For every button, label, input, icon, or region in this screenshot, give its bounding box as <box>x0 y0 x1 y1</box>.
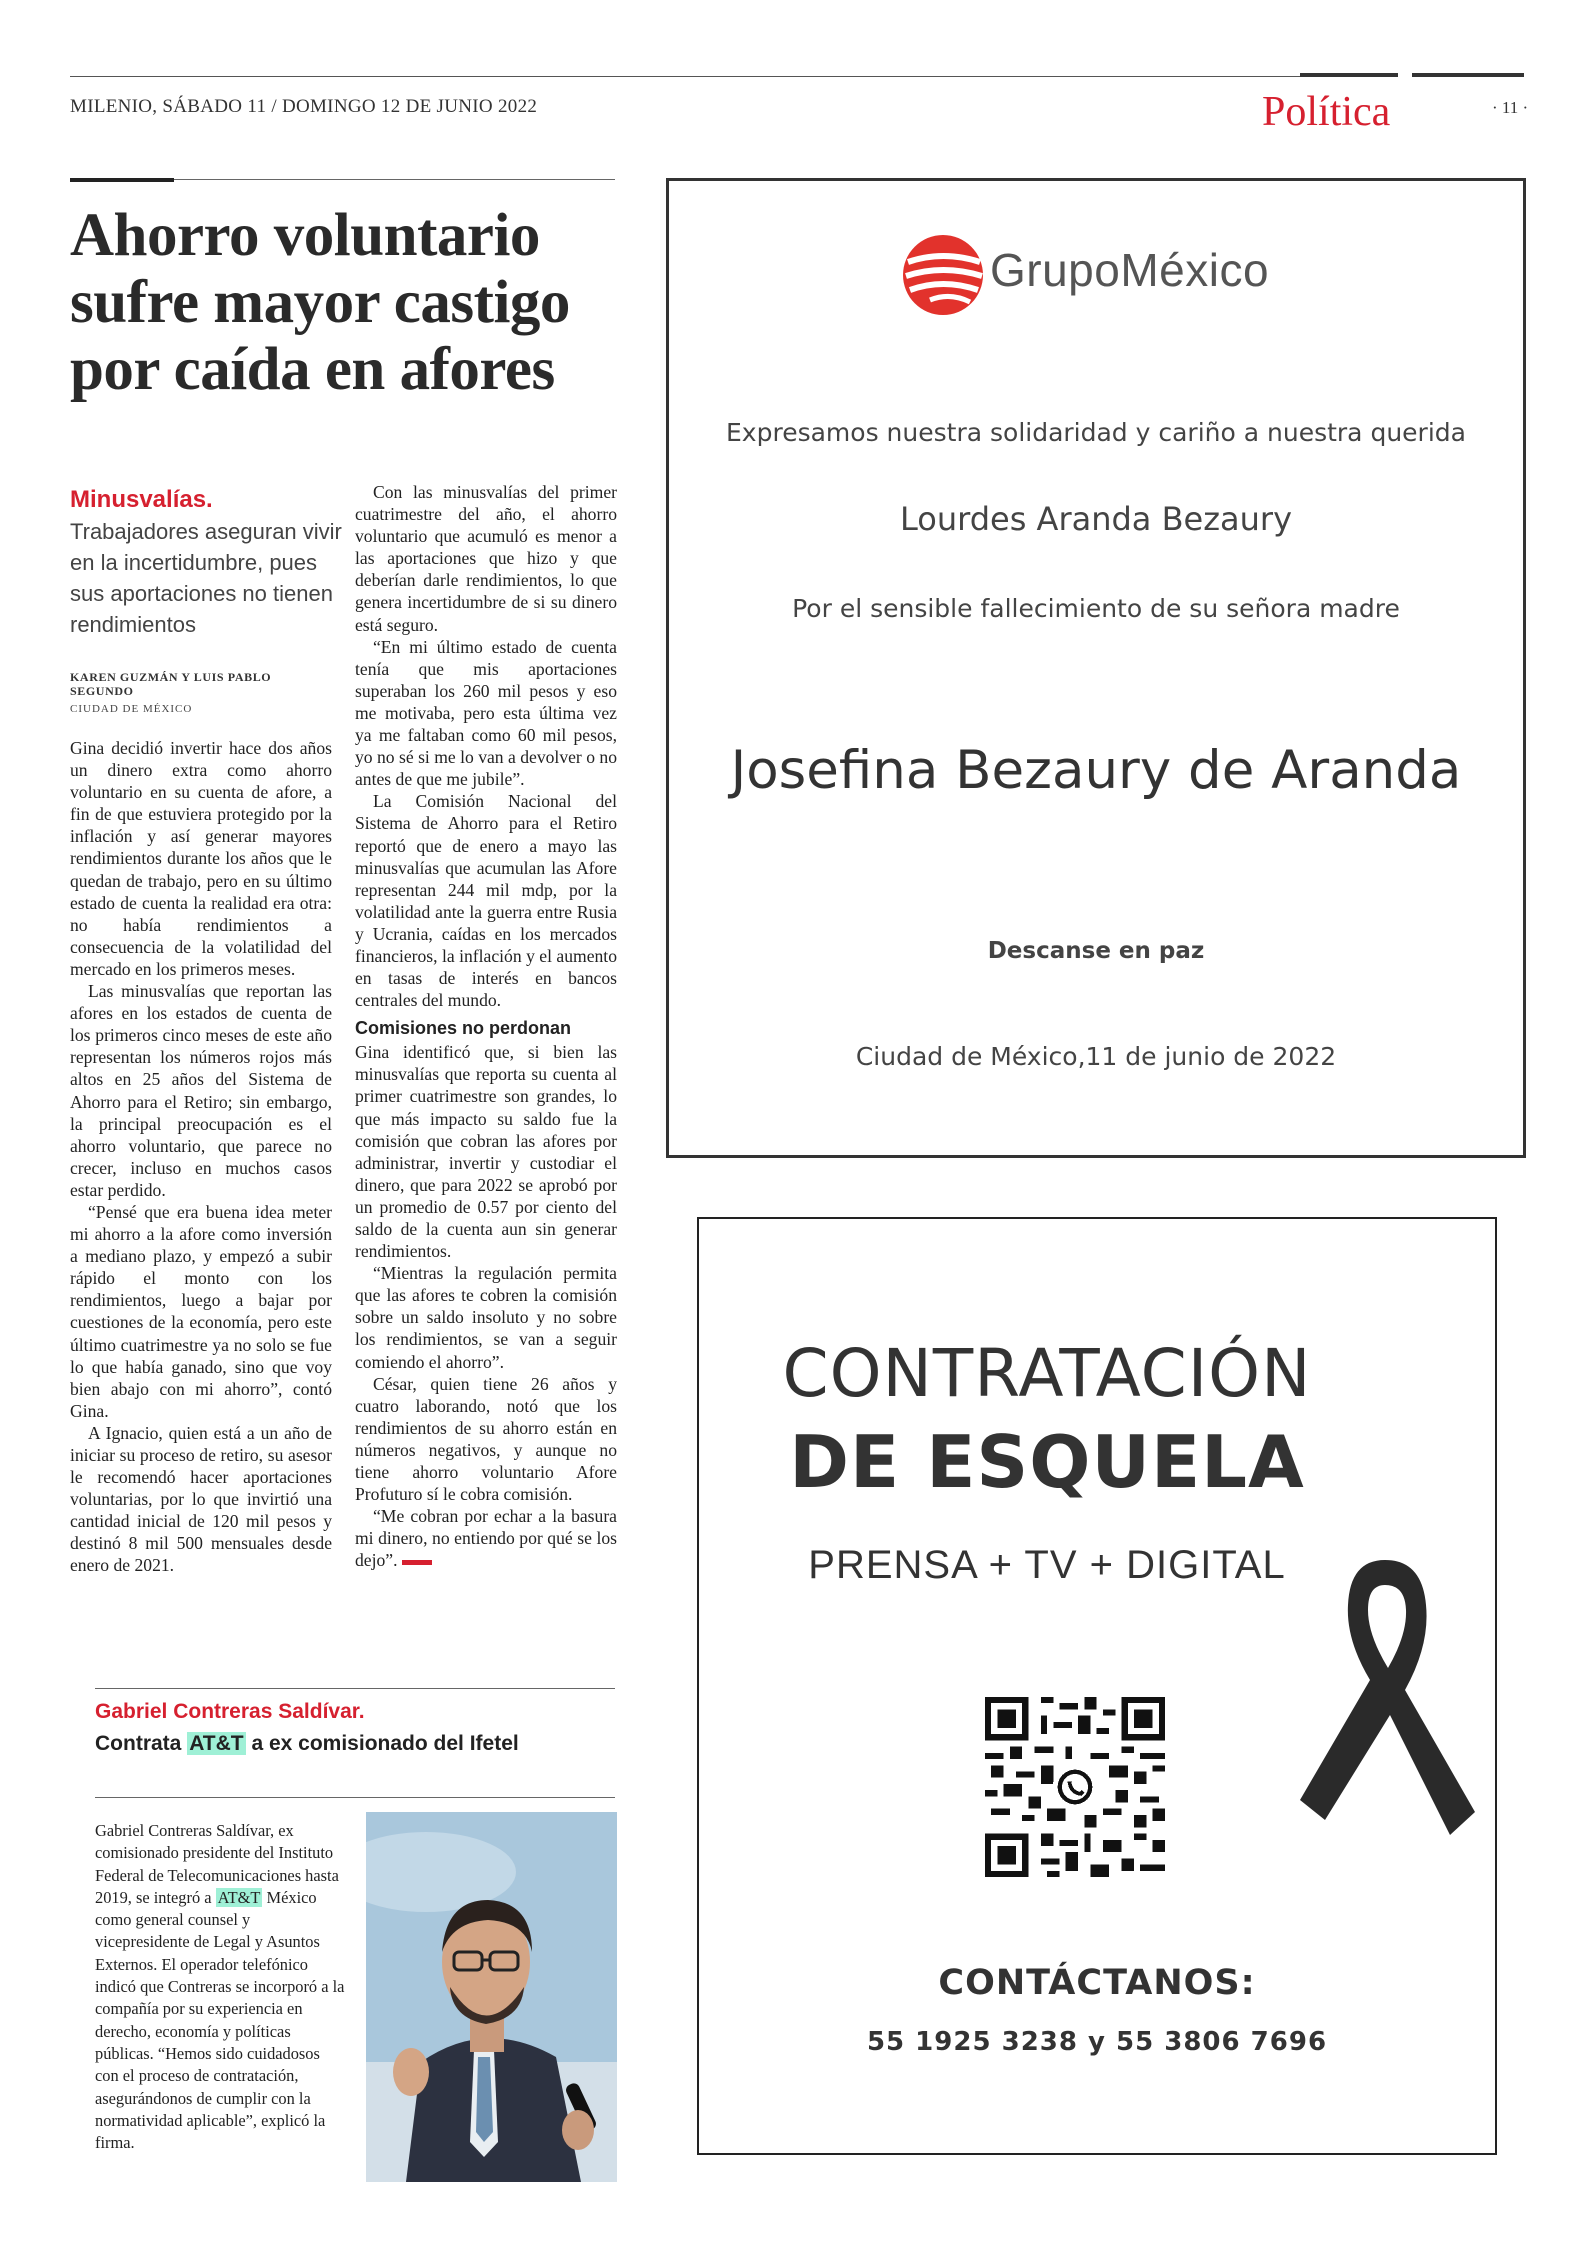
masthead-date: MILENIO, SÁBADO 11 / DOMINGO 12 DE JUNIO 2022 <box>70 96 538 117</box>
condolence-line-3: Por el sensible fallecimiento de su señora madre <box>792 594 1400 623</box>
esquela-phone-numbers[interactable]: 55 1925 3238 y 55 3806 7696 <box>866 2027 1328 2057</box>
article-column-2 <box>355 481 617 1572</box>
esquela-title-1: CONTRATACIÓN <box>782 1335 1312 1412</box>
brief-rule-bottom <box>95 1797 615 1798</box>
brief-text-post: México como general counsel y vicepresidente de Legal y Asuntos Externos. El operador telefónico indicó que Contreras se incorporó a la compañía por su experiencia en derecho, economía y políticas públicas. “Hemos sido cuidadosos con el proceso de contratación, asegurándonos de cumplir con la normatividad aplicable”, explicó la firma. <box>95 1887 345 2153</box>
article-headline: Ahorro voluntario sufre mayor castigo por caída en afores <box>70 202 570 403</box>
condolence-rip: Descanse en paz <box>987 938 1205 964</box>
article-kicker: Minusvalías. <box>70 486 213 513</box>
paragraph: Las minusvalías que reportan las afores en los estados de cuenta de los primeros cinco meses de este año representan los números rojos más altos en 25 años del Sistema de Ahorro para el Retiro; sin embargo, la principal preocupación es el ahorro voluntario, que parece no crecer, incluso en muchos casos estar perdido. <box>70 981 332 1200</box>
condolence-ad <box>666 178 1526 1158</box>
condolence-place-date: Ciudad de México,11 de junio de 2022 <box>855 1042 1337 1071</box>
section-name: Política <box>1262 89 1391 135</box>
brief-text <box>95 1820 345 2154</box>
paragraph: La Comisión Nacional del Sistema de Ahorro para el Retiro reportó que de enero a mayo las minusvalías que acumulan las Afore representan 244 mil mdp, por la volatilidad ante la guerra entre Rusia y Ucrania, caídas en los mercados financieros, la inflación y el aumento en tasas de interés en bancos centrales del mundo. <box>355 791 617 1011</box>
whatsapp-icon <box>1053 1765 1098 1810</box>
article-byline: KAREN GUZMÁN Y LUIS PABLO SEGUNDO <box>70 670 272 698</box>
header-rule-gap <box>1398 72 1412 78</box>
header-rule-accent <box>1300 73 1524 77</box>
esquela-contact-label: CONTÁCTANOS: <box>938 1963 1256 2003</box>
brief-title <box>95 1732 519 1756</box>
article-column-1 <box>70 737 332 1577</box>
paragraph: “Mientras la regulación permita que las afores te cobren la comisión sobre un saldo insoluto y no sobre los rendimientos, se van a seguir comiendo el ahorro”. <box>355 1263 617 1372</box>
article-deck: Trabajadores aseguran vivir en la incertidumbre, pues sus aportaciones no tienen rendimientos <box>70 519 342 637</box>
paragraph: Con las minusvalías del primer cuatrimestre del año, el ahorro voluntario que acumuló es menor a las aportaciones que hizo y que deberían darle rendimientos, lo que genera incertidumbre de si su dinero está seguro. <box>355 482 617 635</box>
paragraph: “En mi último estado de cuenta tenía que mis aportaciones superaban los 260 mil pesos y eso me motivaba, pero esta última vez ya me faltaban como 60 mil pesos, yo no sé si me lo van a devolver o no antes de que me jubile”. <box>355 636 617 790</box>
article-dateline: CIUDAD DE MÉXICO <box>70 703 193 715</box>
qr-code-icon[interactable] <box>985 1697 1165 1877</box>
brief-text-pre: Gabriel Contreras Saldívar, ex comisionado presidente del Instituto Federal de Telecomunicaciones hasta 2019, se integró a <box>95 1821 339 1907</box>
portrait-photo <box>366 1812 617 2182</box>
article-subhead: Comisiones no perdonan <box>355 1018 572 1039</box>
brief-kicker: Gabriel Contreras Saldívar. <box>95 1700 365 1723</box>
brief-text-highlight: AT&T <box>217 1887 261 1907</box>
paragraph: Gina identificó que, si bien las minusvalías que reporta su cuenta al primer cuatrimestre son grandes, lo que más impacto su saldo fue la comisión que cobran las afores por administrar, invertir y custodiar el dinero, que para 2022 se aprobó por un promedio de 0.57 por ciento del saldo de la cuenta aun sin generar rendimientos. <box>355 1042 617 1262</box>
paragraph: “Pensé que era buena idea meter mi ahorro a la afore como inversión a mediano plazo, y empezó a subir rápido el monto con los rendimientos, luego a bajar por cuestiones de la economía, pero este último cuatrimestre ya no solo se fue lo que había ganado, sino que voy bien abajo con mi ahorro”, contó Gina. <box>70 1201 332 1421</box>
paragraph: A Ignacio, quien está a un año de iniciar su proceso de retiro, su asesor le recomendó hacer aportaciones voluntarias, por lo que invirtió una cantidad inicial de 120 mil pesos y destinó 8 mil 500 mensuales desde enero de 2021. <box>70 1422 332 1576</box>
condolence-deceased: Josefina Bezaury de Aranda <box>730 740 1462 801</box>
paragraph-text: “Me cobran por echar a la basura mi dinero, no entiendo por qué se los dejo”. <box>355 1506 617 1571</box>
portrait-illustration <box>366 1812 617 2182</box>
article-rule-accent <box>70 178 174 182</box>
paragraph: César, quien tiene 26 años y cuatro laborando, notó que los rendimientos de su ahorro están en números negativos, y aunque no tiene ahorro voluntario Afore Profuturo sí le cobra comisión. <box>355 1373 617 1505</box>
brief-title-highlight: AT&T <box>189 1732 244 1755</box>
brief-title-pre: Contrata <box>95 1732 188 1755</box>
brief-rule-top <box>95 1688 615 1689</box>
page-number: · 11 · <box>1492 98 1529 117</box>
esquela-title-2: DE ESQUELA <box>789 1420 1305 1504</box>
condolence-recipient: Lourdes Aranda Bezaury <box>899 500 1292 538</box>
paragraph-last <box>355 1505 617 1571</box>
end-mark <box>402 1560 432 1565</box>
mourning-ribbon-icon <box>1290 1550 1480 1840</box>
grupo-mexico-wordmark: GrupoMéxico <box>990 244 1270 296</box>
esquela-subtitle: PRENSA + TV + DIGITAL <box>808 1543 1286 1587</box>
paragraph: Gina decidió invertir hace dos años un dinero extra como ahorro voluntario en su cuenta de afore, a fin de que estuviera protegido por la inflación y así generar mayores rendimientos durante los años que le quedan de trabajo, pero en su último estado de cuenta la realidad era otra: no había rendimientos a consecuencia de la volatilidad del mercado en los primeros meses. <box>70 738 332 979</box>
condolence-line-1: Expresamos nuestra solidaridad y cariño a nuestra querida <box>726 418 1466 447</box>
brief-title-post: a ex comisionado del Ifetel <box>245 1732 519 1755</box>
